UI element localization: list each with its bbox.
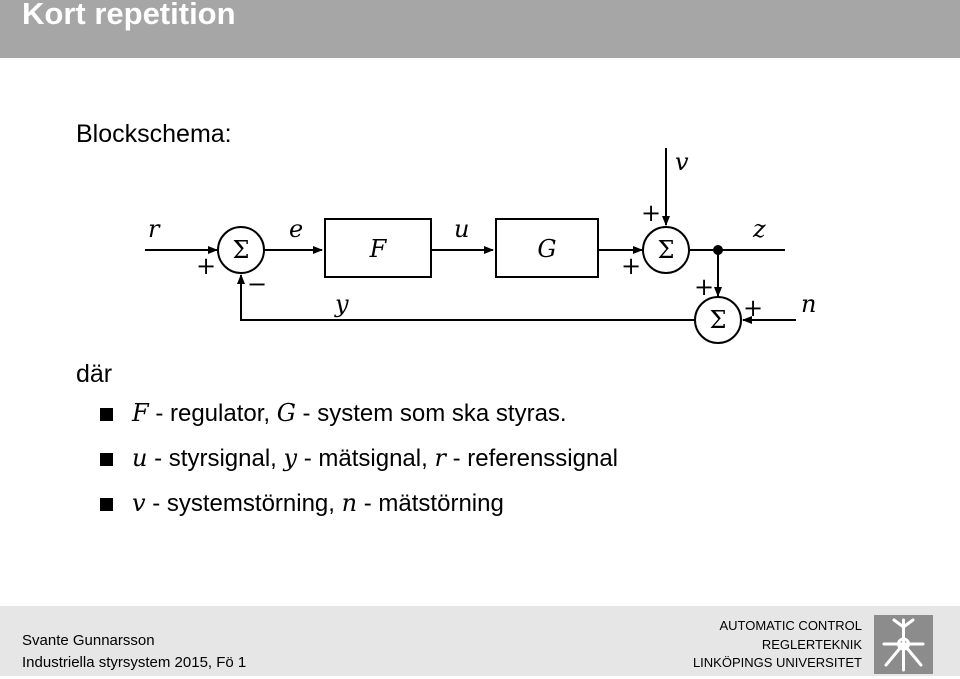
math-symbol: r — [434, 444, 446, 472]
sign-plus-2b: + — [621, 252, 642, 280]
bullet-text-part: - mätstörning — [357, 490, 504, 517]
sign-plus-1: + — [196, 252, 217, 280]
bullet-text-part: - styrsignal, — [147, 445, 284, 472]
signal-z-label: z — [753, 215, 766, 243]
signal-e-label: e — [289, 215, 304, 243]
footer — [0, 606, 960, 676]
sum-symbol-1: Σ — [232, 236, 250, 264]
sign-minus-1: − — [247, 270, 268, 298]
math-symbol: v — [132, 489, 146, 517]
footer-institution-line: LINKÖPINGS UNIVERSITET — [692, 655, 862, 670]
branch-point — [713, 245, 723, 255]
bullet-text-part: - referenssignal — [445, 445, 619, 472]
y-feedback-line — [241, 275, 695, 320]
math-symbol: n — [341, 489, 358, 517]
math-symbol: G — [276, 399, 296, 427]
signal-n-label: n — [801, 290, 817, 318]
slide-title: Kort repetition — [22, 0, 236, 31]
footer-course: Industriella styrsystem 2015, Fö 1 — [22, 654, 247, 671]
bullet-text — [132, 443, 618, 474]
math-symbol: y — [283, 444, 298, 472]
sign-plus-2a: + — [641, 199, 662, 227]
signal-y-label: y — [335, 290, 349, 318]
footer-institution-line: AUTOMATIC CONTROL — [719, 618, 862, 633]
liu-logo-icon — [874, 615, 933, 674]
math-symbol: u — [132, 444, 148, 472]
signal-v-label: v — [675, 148, 689, 176]
bullet-square-icon — [100, 408, 113, 421]
block-g-label: G — [537, 235, 557, 263]
signal-u-label: u — [454, 215, 470, 243]
bullet-text-part: - system som ska styras. — [295, 400, 567, 427]
bullet-square-icon — [100, 453, 113, 466]
signal-r-label: r — [148, 215, 160, 243]
bullet-text — [132, 488, 504, 519]
sum-symbol-3: Σ — [709, 306, 727, 334]
sign-plus-3a: + — [694, 273, 715, 301]
bullet-text-part: - regulator, — [148, 400, 277, 427]
sum-symbol-2: Σ — [657, 236, 675, 264]
math-symbol: F — [132, 399, 149, 427]
footer-institution-line: REGLERTEKNIK — [761, 637, 862, 652]
section-label: Blockschema: — [76, 120, 232, 148]
footer-author: Svante Gunnarsson — [22, 632, 155, 649]
dar-label: där — [76, 360, 113, 388]
block-f-label: F — [369, 235, 387, 263]
bullet-text — [132, 398, 567, 429]
bullet-text-part: - systemstörning, — [145, 490, 342, 517]
bullet-text-part: - mätsignal, — [297, 445, 435, 472]
bullet-square-icon — [100, 498, 113, 511]
sign-plus-3b: + — [743, 294, 764, 322]
